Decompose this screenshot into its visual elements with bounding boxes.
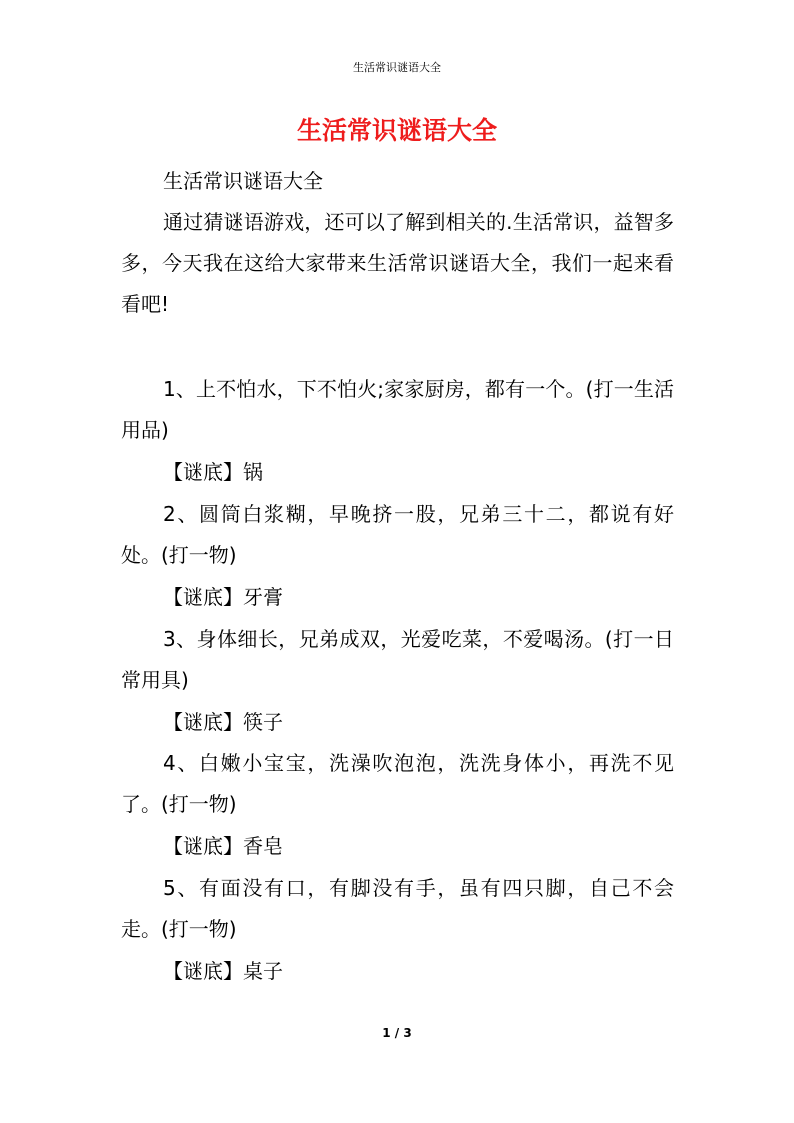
intro-paragraph: 通过猜谜语游戏，还可以了解到相关的.生活常识，益智多多，今天我在这给大家带来生活常识谜语大全，我们一起来看看吧! xyxy=(121,210,674,316)
document-subtitle: 生活常识谜语大全 xyxy=(163,169,323,193)
riddle-question-2: 2、圆筒白浆糊，早晚挤一股，兄弟三十二，都说有好处。(打一物) xyxy=(121,502,674,567)
riddle-question-4: 4、白嫩小宝宝，洗澡吹泡泡，洗洗身体小，再洗不见了。(打一物) xyxy=(121,751,674,816)
page-number: 1 / 3 xyxy=(382,1026,412,1040)
riddle-question-1: 1、上不怕水，下不怕火;家家厨房，都有一个。(打一生活用品) xyxy=(121,377,674,442)
riddle-question-3: 3、身体细长，兄弟成双，光爱吃菜，不爱喝汤。(打一日常用具) xyxy=(121,627,674,692)
header-divider xyxy=(120,80,674,81)
running-header: 生活常识谜语大全 xyxy=(353,61,441,74)
document-title: 生活常识谜语大全 xyxy=(296,116,497,145)
riddle-answer-2: 【谜底】牙膏 xyxy=(163,585,283,609)
riddle-answer-3: 【谜底】筷子 xyxy=(163,710,283,734)
riddle-answer-5: 【谜底】桌子 xyxy=(163,959,283,983)
riddle-question-5: 5、有面没有口，有脚没有手，虽有四只脚，自己不会走。(打一物) xyxy=(121,876,674,941)
riddle-answer-1: 【谜底】锅 xyxy=(163,460,263,484)
riddle-answer-4: 【谜底】香皂 xyxy=(163,834,283,858)
